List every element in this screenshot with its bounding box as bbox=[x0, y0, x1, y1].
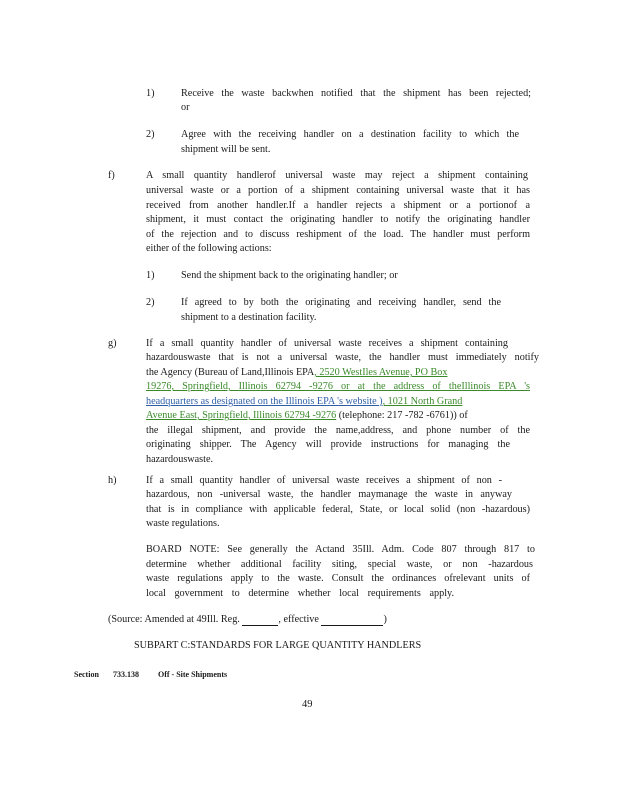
text-line: originating shipper. The Agency will provide instructions for managing the bbox=[146, 439, 510, 450]
list-number: 2) bbox=[146, 129, 155, 140]
list-number: 1) bbox=[146, 270, 155, 281]
paragraph-letter: g) bbox=[108, 338, 117, 349]
source-middle: , effective bbox=[278, 614, 319, 625]
text-line: Receive the waste backwhen notified that the shipment has been rejected; bbox=[181, 88, 531, 99]
board-note-line: determine whether additional facility siting, special waste, or non -hazardous bbox=[146, 559, 533, 570]
inserted-text: , 2520 WestIles Avenue, PO Box bbox=[314, 367, 448, 378]
board-note-line: BOARD NOTE: See generally the Actand 35Ill. Adm. Code 807 through 817 to bbox=[146, 544, 535, 555]
section-label: Section bbox=[74, 670, 99, 679]
linked-text: headquarters as designated on the Illinois EPA 's website ) bbox=[146, 396, 383, 407]
paragraph-letter: h) bbox=[108, 475, 117, 486]
section-number: 733.138 bbox=[113, 670, 139, 679]
text-span: the Agency (Bureau of Land,Illinois EPA bbox=[146, 367, 315, 378]
text-line: received from another handler.If a handler rejects a shipment or a portionof a bbox=[146, 200, 530, 211]
text-line: or bbox=[181, 102, 190, 113]
source-suffix: ) bbox=[383, 614, 387, 625]
text-line bbox=[146, 410, 468, 422]
text-line: of the rejection and to discuss reshipment of the load. The handler must perform bbox=[146, 229, 530, 240]
inserted-text: 19276, Springfield, Illinois 62794 -9276 or at the address of theIllinois EPA 's bbox=[146, 381, 530, 392]
text-line: hazardouswaste. bbox=[146, 454, 214, 465]
text-line: Send the shipment back to the originating handler; or bbox=[181, 270, 398, 281]
effective-date-blank bbox=[321, 615, 383, 626]
text-line bbox=[146, 396, 462, 408]
text-line: Agree with the receiving handler on a destination facility to which the bbox=[181, 129, 519, 140]
subpart-heading: SUBPART C:STANDARDS FOR LARGE QUANTITY HANDLERS bbox=[134, 640, 422, 651]
text-span: (telephone: 217 -782 -6761)) of bbox=[336, 410, 468, 421]
inserted-text: , 1021 North Grand bbox=[382, 396, 463, 407]
list-number: 1) bbox=[146, 88, 155, 99]
section-title: Off - Site Shipments bbox=[158, 670, 228, 679]
text-line: If a small quantity handler of universal waste receives a shipment of non - bbox=[146, 475, 502, 486]
text-line: If agreed to by both the originating and receiving handler, send the bbox=[181, 297, 501, 308]
board-note-line: local government to determine whether local requirements apply. bbox=[146, 588, 454, 599]
text-line: hazardous, non -universal waste, the handler maymanage the waste in anyway bbox=[146, 489, 512, 500]
text-line: waste regulations. bbox=[146, 518, 220, 529]
source-note bbox=[108, 614, 387, 626]
text-line: shipment, it must contact the originating handler to notify the originating handler bbox=[146, 214, 530, 225]
register-page-blank bbox=[242, 615, 278, 626]
text-line bbox=[146, 367, 447, 379]
board-note-line: waste regulations apply to the waste. Consult the ordinances ofrelevant units of bbox=[146, 573, 530, 584]
source-prefix: (Source: Amended at 49Ill. Reg. bbox=[108, 614, 240, 625]
text-line: either of the following actions: bbox=[146, 243, 272, 254]
text-line: hazardouswaste that is not a universal waste, the handler must immediately notify bbox=[146, 352, 539, 363]
text-line: A small quantity handlerof universal waste may reject a shipment containing bbox=[146, 170, 528, 181]
inserted-text: Avenue East, Springfield, Illinois 62794 -9276 bbox=[146, 410, 337, 421]
page-number: 49 bbox=[302, 699, 313, 710]
list-number: 2) bbox=[146, 297, 155, 308]
paragraph-letter: f) bbox=[108, 170, 115, 181]
text-line: universal waste or a portion of a shipment containing universal waste that it has bbox=[146, 185, 530, 196]
text-line: that is in compliance with applicable federal, State, or local solid (non -hazardous) bbox=[146, 504, 530, 515]
text-line: shipment will be sent. bbox=[181, 144, 271, 155]
text-line: shipment to a destination facility. bbox=[181, 312, 317, 323]
text-line: the illegal shipment, and provide the name,address, and phone number of the bbox=[146, 425, 530, 436]
text-line: If a small quantity handler of universal waste receives a shipment containing bbox=[146, 338, 508, 349]
